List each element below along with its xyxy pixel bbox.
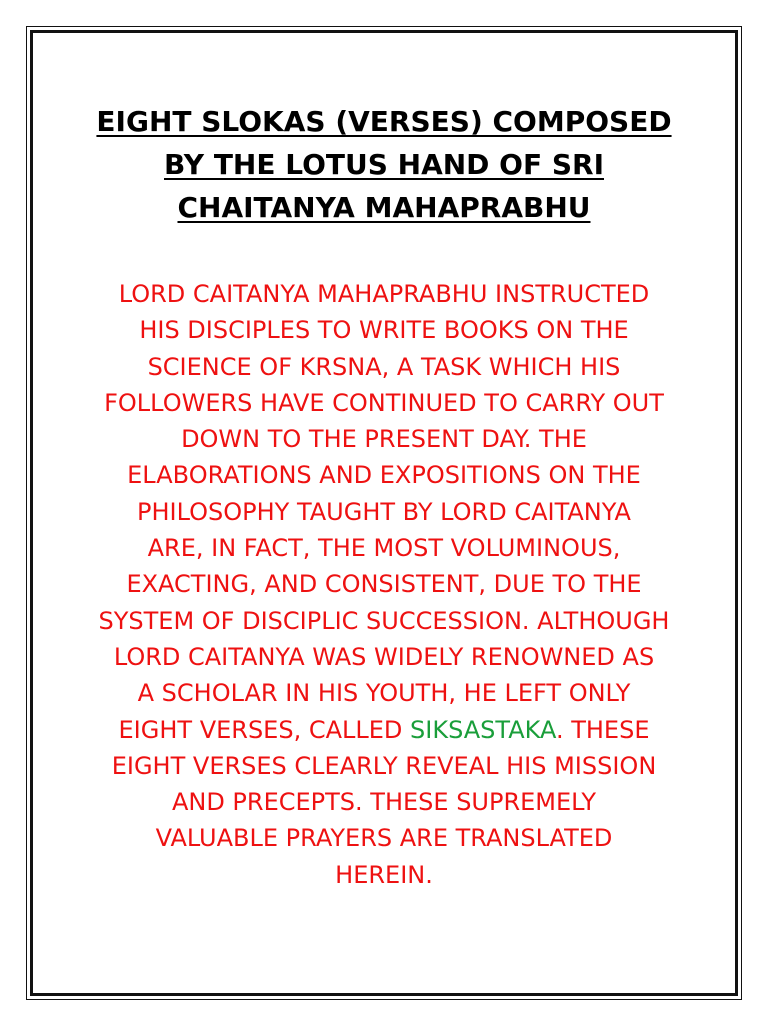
body-text-fragment: . THESE: [555, 715, 650, 744]
body-line: HIS DISCIPLES TO WRITE BOOKS ON THE: [139, 316, 629, 345]
body-line: SYSTEM OF DISCIPLIC SUCCESSION. ALTHOUGH: [98, 606, 670, 635]
body-line: SCIENCE OF KRSNA, A TASK WHICH HIS: [147, 352, 621, 381]
page-title: [60, 100, 708, 229]
title-line: BY THE LOTUS HAND OF SRI: [164, 148, 604, 181]
body-line: AND PRECEPTS. THESE SUPREMELY: [171, 788, 597, 817]
body-line: PHILOSOPHY TAUGHT BY LORD CAITANYA: [137, 497, 631, 526]
title-line: CHAITANYA MAHAPRABHU: [177, 191, 591, 224]
body-line: EIGHT VERSES CLEARLY REVEAL HIS MISSION: [111, 751, 657, 780]
body-line: ELABORATIONS AND EXPOSITIONS ON THE: [127, 461, 641, 490]
title-line: EIGHT SLOKAS (VERSES) COMPOSED: [96, 105, 672, 138]
body-text-fragment: EIGHT VERSES, CALLED: [118, 715, 411, 744]
body-line: HEREIN.: [335, 860, 433, 889]
body-line: EXACTING, AND CONSISTENT, DUE TO THE: [126, 570, 642, 599]
body-line: VALUABLE PRAYERS ARE TRANSLATED: [155, 824, 613, 853]
body-line: LORD CAITANYA MAHAPRABHU INSTRUCTED: [118, 280, 650, 308]
body-line: ARE, IN FACT, THE MOST VOLUMINOUS,: [147, 534, 621, 563]
body-line: DOWN TO THE PRESENT DAY. THE: [181, 425, 587, 454]
body-line: A SCHOLAR IN HIS YOUTH, HE LEFT ONLY: [137, 679, 631, 708]
body-line-highlight: [70, 712, 698, 748]
body-paragraph: [70, 276, 698, 893]
body-line: FOLLOWERS HAVE CONTINUED TO CARRY OUT: [104, 388, 664, 417]
siksastaka-term: SIKSASTAKA: [410, 715, 556, 744]
body-line: LORD CAITANYA WAS WIDELY RENOWNED AS: [113, 642, 655, 671]
